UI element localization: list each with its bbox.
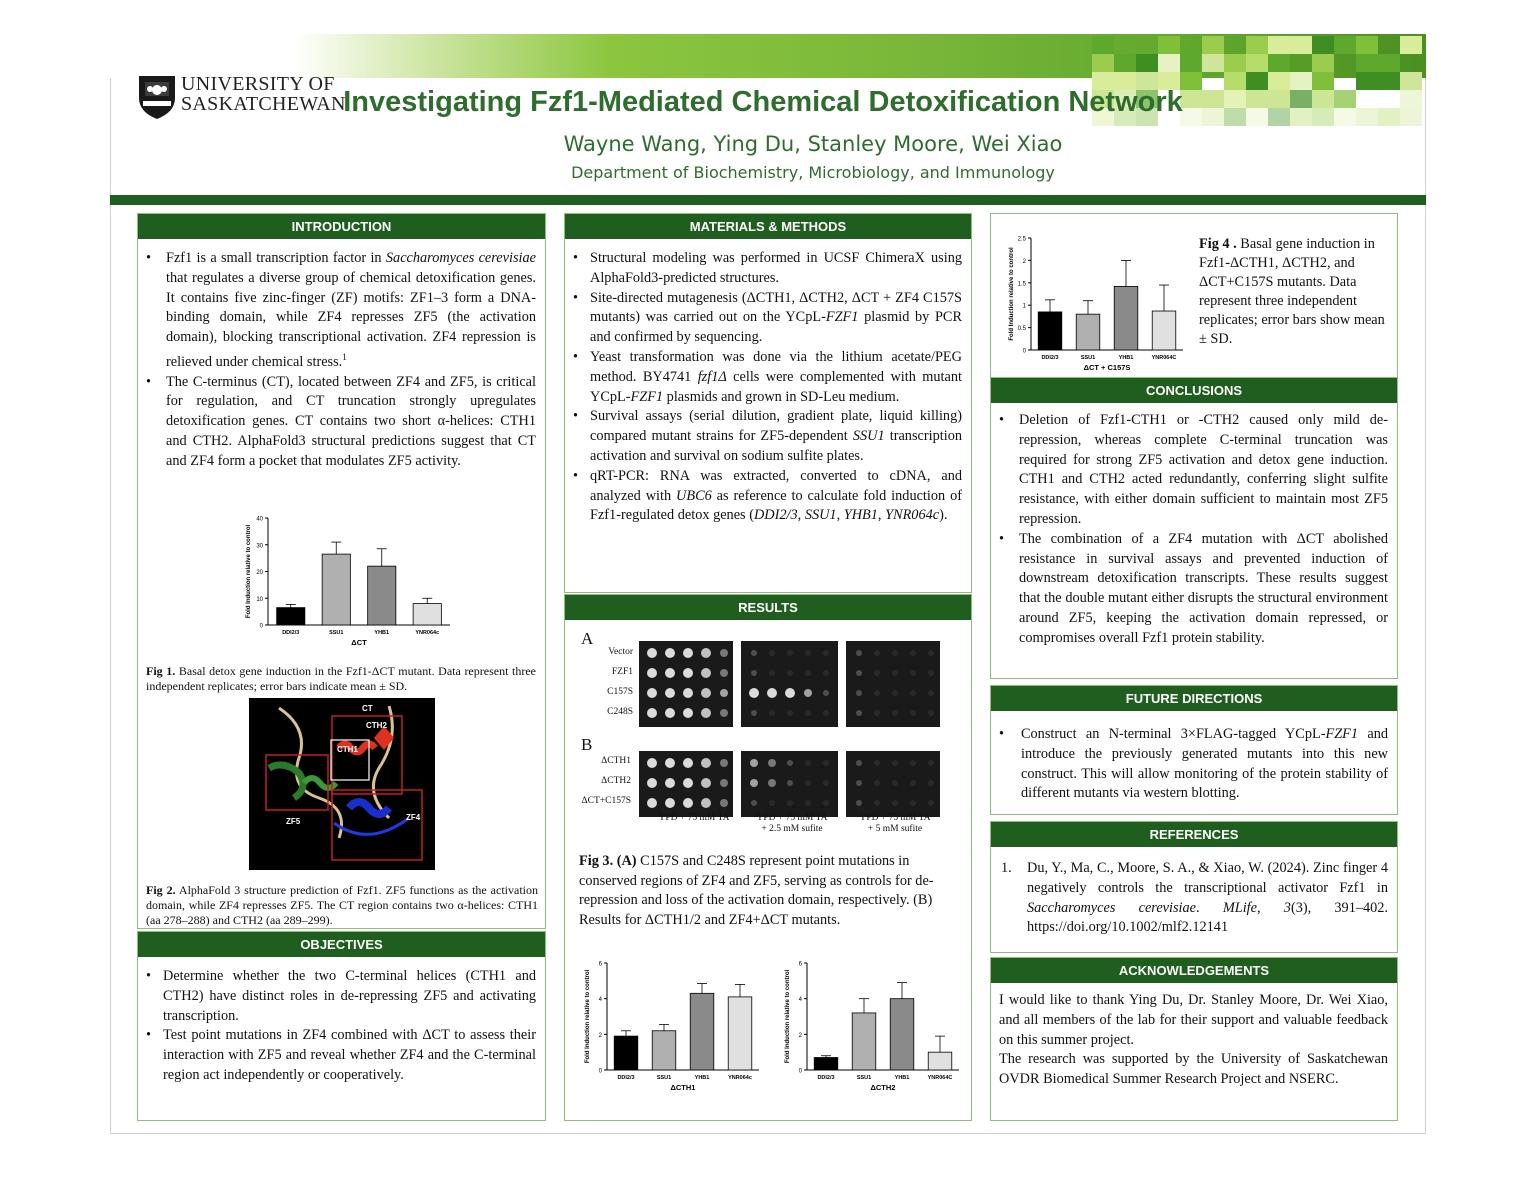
y-tick-label: 2 [798,1032,802,1039]
yeast-spot [823,670,829,676]
yeast-spot [892,800,898,806]
yeast-spot [787,650,793,656]
header-mosaic [1090,34,1426,134]
yeast-spot [647,688,657,698]
x-axis-label: ΔCT + C157S [1083,363,1131,372]
yeast-spot [665,778,675,788]
conclusions-heading: CONCLUSIONS [991,378,1397,403]
yeast-spot [892,710,898,716]
yeast-spot [787,780,793,786]
yeast-spot [768,779,776,787]
yeast-spot [892,650,898,656]
yeast-spot [720,689,728,697]
yeast-spot [856,760,862,766]
future-directions-section [990,685,1398,815]
plate2-label: YPD + 75 mM TA + 2.5 mM sufite [756,813,828,834]
yeast-spot [768,759,776,767]
methods-bullet-1: • Structural modeling was performed in UCSF ChimeraX using AlphaFold3-predicted structures. [565,249,962,289]
introduction-heading: INTRODUCTION [138,214,545,239]
yeast-spot [683,648,693,658]
yeast-spot [683,758,693,768]
x-tick-label: YHB1 [694,1075,710,1081]
strain-label: C248S [607,707,633,717]
yeast-spot [787,800,793,806]
yeast-spot [856,710,862,716]
yeast-spot [823,760,829,766]
yeast-spot [805,780,811,786]
yeast-spot [750,759,758,767]
zf4-label: ZF4 [406,813,421,822]
yeast-spot [647,758,657,768]
bar-YHB1 [890,999,914,1070]
x-tick-label: YHB1 [374,630,390,636]
bar-YHB1 [1114,286,1138,350]
fig4-bar-chart [1001,232,1191,382]
yeast-spot [767,688,777,698]
yeast-spot [720,759,728,767]
intro-bullet-1: • Fzf1 is a small transcription factor in Saccharomyces cerevisiae that regulates a diverse group of chemical detoxification genes. It contains five zinc-finger (ZF) motifs: ZF1–3 form a DNA-binding domain, while ZF4 represses ZF5 (the activation domain), blocking transcriptional activation. ZF4 repression is relieved under chemical stress.$^1$ [138,249,536,373]
yeast-spot [750,779,758,787]
y-tick-label: 0 [1022,348,1026,355]
yeast-spot [928,780,934,786]
bar-YNR064C [1152,311,1176,350]
yeast-spot [856,690,862,696]
strain-label: C157S [607,687,633,697]
yeast-spot [787,710,793,716]
objectives-section [137,931,546,1121]
y-tick-label: 30 [256,543,263,550]
yeast-spot [647,778,657,788]
methods-bullet-2: • Site-directed mutagenesis (ΔCTH1, ΔCTH2, ΔCT + ZF4 C157S mutants) was carried out on the YCpL-FZF1 plasmid by PCR and confirmed by sequencing. [565,289,962,348]
yeast-spot [928,670,934,676]
yeast-spot [805,800,811,806]
poster-authors: Wayne Wang, Ying Du, Stanley Moore, Wei Xiao [563,132,1063,156]
yeast-spot [683,778,693,788]
university-name-line2: SASKATCHEWAN [181,93,346,115]
acknowledgements-section [990,957,1398,1121]
yeast-spot [769,670,775,676]
conclusions-bullet-1: • Deletion of Fzf1-CTH1 or -CTH2 caused only mild de-repression, whereas complete C-terminal truncation was required for strong ZF5 activation and detox gene induction. CTH1 and CTH2 acted redundantly, conferring slight sulfite resistance, with either domain sufficient to maintain most ZF5 repression. [991,411,1388,530]
y-axis-label: Fold Induction relative to control [785,969,791,1064]
yeast-spot [683,688,693,698]
bar-YHB1 [690,993,714,1070]
yeast-spot [928,650,934,656]
yeast-spot [892,760,898,766]
acknowledgements-heading: ACKNOWLEDGEMENTS [991,958,1397,983]
y-tick-label: 0 [798,1068,802,1075]
references-section [990,821,1398,953]
cth1-label: CTH1 [337,745,358,754]
yeast-spot [823,690,829,696]
yeast-spot [751,650,757,656]
yeast-spot [647,668,657,678]
yeast-spot [874,710,880,716]
yeast-spot [701,778,711,788]
yeast-spot [928,690,934,696]
bar-YHB1 [368,566,396,625]
intro-bullet-2: • The C-terminus (CT), located between ZF4 and ZF5, is critical for regulation, and CT truncation strongly upregulates detoxification genes. CT contains two short α-helices: CTH1 and CTH2. AlphaFold3 structural predictions suggest that CT and ZF4 form a pocket that modulates ZF5 activity. [138,373,536,472]
plate1-label: YPD + 75 mM TA [658,813,730,823]
yeast-spot [823,710,829,716]
fig2-caption: Fig 2. AlphaFold 3 structure prediction of Fzf1. ZF5 functions as the activation domain, while ZF4 represses ZF5. The CT region contains two α-helices: CTH1 (aa 278–288) and CTH2 (aa 289–299). [146,883,538,927]
yeast-spot [683,798,693,808]
yeast-spot [701,798,711,808]
acknowledgements-paragraph-1: I would like to thank Ying Du, Dr. Stanley Moore, Dr. Wei Xiao, and all members of the lab for their support and valuable feedback on this summer project. [999,992,1388,1048]
yeast-spot [856,650,862,656]
x-tick-label: DDI2/3 [617,1075,635,1081]
y-tick-label: 20 [256,570,263,576]
y-tick-label: 2.5 [1017,236,1026,243]
yeast-spot [665,688,675,698]
bar-DDI2/3 [614,1036,638,1070]
conclusions-section [990,377,1398,679]
yeast-spot [769,800,775,806]
conclusions-bullet-2: • The combination of a ZF4 mutation with ΔCT abolished resistance in survival assays and prevented induction of downstream detoxification transcripts. These results suggest that the double mutant either disrupts the structural environment around ZF5, keeping the activation domain repressed, or compromises overall Fzf1 protein stability. [991,530,1388,649]
agar-plate [639,641,733,727]
yeast-spot [805,650,811,656]
zf5-label: ZF5 [286,817,301,826]
references-heading: REFERENCES [991,822,1397,847]
yeast-spot [751,800,757,806]
yeast-spot [647,648,657,658]
yeast-spot [823,780,829,786]
yeast-spot [928,800,934,806]
future-bullet-1: • Construct an N-terminal 3×FLAG-tagged YCpL-FZF1 and introduce the previously generated mutants into this new construct. This will allow monitoring of the protein stability of different mutants via western blotting. [991,725,1388,804]
yeast-spot [910,760,916,766]
bar-SSU1 [322,554,350,625]
yeast-spot [701,758,711,768]
fig4-caption: Fig 4 . Basal gene induction in Fzf1-ΔCTH1, ΔCTH2, and ΔCT+C157S mutants. Data represent three independent replicates; error bars show mean ± SD. [1199,236,1385,347]
bar-DDI2/3 [814,1058,838,1070]
bar-SSU1 [852,1013,876,1070]
agar-plate [846,751,940,817]
reference-1: 1. Du, Y., Ma, C., Moore, S. A., & Xiao, W. (2024). Zinc finger 4 negatively controls the transcriptional activator Fzf1 in Saccharomyces cerevisiae. MLife, 3(3), 391–402. https://doi.org/10.1002/mlf2.12141 [1001,860,1389,936]
yeast-spot [769,650,775,656]
yeast-spot [647,798,657,808]
yeast-spot [720,709,728,717]
plate3-label: YPD + 75 mM TA + 5 mM sufite [859,813,931,834]
objectives-bullet-2: • Test point mutations in ZF4 combined with ΔCT to assess their interaction with ZF5 and reveal whether ZF4 and the C-terminal region act independently or cooperatively. [138,1026,536,1085]
yeast-spot [856,670,862,676]
results-section [564,594,972,1121]
yeast-spot [720,669,728,677]
strain-label: ΔCTH2 [601,776,631,786]
bar-YNR064c [728,997,752,1070]
strain-label: ΔCT+C157S [581,796,631,806]
yeast-spot [910,690,916,696]
agar-plate [846,641,940,727]
bar-DDI2/3 [277,608,305,625]
y-tick-label: 0 [598,1068,602,1075]
yeast-spot [856,780,862,786]
agar-plate [639,751,733,817]
x-tick-label: DDI2/3 [1041,355,1059,361]
y-tick-label: 2 [598,1032,602,1039]
y-tick-label: 4 [798,997,802,1004]
yeast-spot [701,708,711,718]
y-tick-label: 6 [598,961,602,968]
yeast-spot [892,780,898,786]
objectives-heading: OBJECTIVES [138,932,545,957]
yeast-spot [720,799,728,807]
yeast-spot [701,688,711,698]
yeast-spot [892,670,898,676]
bar-SSU1 [652,1031,676,1070]
x-tick-label: YHB1 [894,1075,910,1081]
fig3-caption: Fig 3. (A) C157S and C248S represent point mutations in conserved regions of ZF4 and ZF5, serving as controls for de-repression and loss of the activation domain, respectively. (B) Results for ΔCTH1/2 and ZF4+ΔCT mutants. [579,853,934,928]
yeast-spot [805,710,811,716]
yeast-spot [701,668,711,678]
yeast-spot [910,650,916,656]
yeast-spot [787,670,793,676]
agar-plate [741,751,838,817]
university-name-line1: UNIVERSITY OF [181,73,335,95]
alphafold-structure-figure [249,698,435,870]
yeast-spot [665,708,675,718]
y-tick-label: 1.5 [1017,281,1026,288]
header-divider [110,195,1426,205]
objectives-bullet-1: • Determine whether the two C-terminal helices (CTH1 and CTH2) have distinct roles in de-repressing ZF5 and activating transcription. [138,967,536,1026]
bar-YNR064c [413,604,441,625]
yeast-spot [683,668,693,678]
ct-label: CT [362,704,373,713]
poster-title: Investigating Fzf1-Mediated Chemical Detoxification Network [343,86,1183,118]
acknowledgements-paragraph-2: The research was supported by the University of Saskatchewan OVDR Biomedical Summer Research Project and NSERC. [999,1051,1388,1088]
yeast-spot [910,780,916,786]
yeast-spot [805,670,811,676]
bar-YNR064C [928,1052,952,1070]
y-tick-label: 0 [259,623,263,630]
x-tick-label: YNR064c [728,1075,752,1081]
y-tick-label: 1 [1022,303,1026,310]
fig1-bar-chart [238,512,458,657]
yeast-spot [720,649,728,657]
yeast-spot [856,800,862,806]
x-tick-label: SSU1 [1080,355,1096,361]
y-axis-label: Fold Induction relative to control [246,524,252,619]
x-tick-label: DDI2/3 [817,1075,835,1081]
y-axis-label: Fold Induction relative to control [1009,247,1015,341]
yeast-spot [751,710,757,716]
yeast-spot [665,648,675,658]
yeast-spot [910,670,916,676]
agar-plate [741,641,838,727]
yeast-spot [665,758,675,768]
y-tick-label: 10 [256,596,263,603]
x-tick-label: YNR064C [1151,355,1177,361]
yeast-spot [665,798,675,808]
yeast-spot [910,800,916,806]
poster-department: Department of Biochemistry, Microbiology, and Immunology [571,163,1055,182]
yeast-spot [805,760,811,766]
x-tick-label: SSU1 [656,1075,672,1081]
yeast-spot [683,708,693,718]
x-tick-label: YHB1 [1118,355,1134,361]
y-tick-label: 6 [798,961,802,968]
methods-section [564,213,972,593]
yeast-spot [874,800,880,806]
y-tick-label: 0.5 [1017,326,1026,333]
bar-DDI2/3 [1038,312,1062,350]
methods-bullet-3: • Yeast transformation was done via the lithium acetate/PEG method. BY4741 fzf1Δ cells were complemented with mutant YCpL-FZF1 plasmids and grown in SD-Leu medium. [565,348,962,407]
strain-label: FZF1 [611,667,633,677]
yeast-spot [910,710,916,716]
yeast-spot [749,688,759,698]
yeast-spot [874,780,880,786]
x-axis-label: ΔCTH2 [870,1083,896,1092]
yeast-spot [928,760,934,766]
strain-label: ΔCTH1 [601,756,631,766]
methods-heading: MATERIALS & METHODS [565,214,971,239]
panel-b-label: B [581,735,593,754]
yeast-spot [804,689,812,697]
yeast-spot [823,800,829,806]
yeast-spot [874,690,880,696]
future-directions-heading: FUTURE DIRECTIONS [991,686,1397,711]
y-tick-label: 4 [598,997,602,1004]
x-tick-label: YNR064c [415,630,440,636]
x-tick-label: SSU1 [329,630,344,636]
strain-label: Vector [608,647,633,657]
y-tick-label: 40 [256,516,263,523]
yeast-spot [928,710,934,716]
y-axis-label: Fold Induction relative to control [585,969,591,1064]
x-axis-label: ΔCTH1 [670,1083,696,1092]
cth2-label: CTH2 [366,721,387,730]
yeast-spot [823,650,829,656]
x-axis-label: ΔCT [351,638,367,647]
yeast-spot [787,760,793,766]
yeast-spot [874,760,880,766]
yeast-spot [720,779,728,787]
cth2-bar-chart [777,957,967,1102]
yeast-spot [665,668,675,678]
yeast-spot [874,650,880,656]
fig4-section [990,213,1398,377]
cth1-bar-chart [577,957,767,1102]
yeast-spot [892,690,898,696]
yeast-spot [769,710,775,716]
methods-bullet-4: • Survival assays (serial dilution, gradient plate, liquid killing) compared mutant strains for ZF5-dependent SSU1 transcription activation and survival on sodium sulfite plates. [565,407,962,466]
yeast-spot [785,688,795,698]
introduction-section [137,213,546,929]
x-tick-label: DDI2/3 [282,630,300,636]
methods-bullet-5: • qRT-PCR: RNA was extracted, converted to cDNA, and analyzed with UBC6 as reference to calculate fold induction of Fzf1-regulated detox genes (DDI2/3, SSU1, YHB1, YNR064c). [565,467,962,526]
x-tick-label: YNR064C [927,1075,953,1081]
results-heading: RESULTS [565,595,971,620]
y-tick-label: 2 [1022,258,1026,265]
yeast-spot [751,670,757,676]
yeast-spot [701,648,711,658]
yeast-spot [874,670,880,676]
yeast-spot [647,708,657,718]
x-tick-label: SSU1 [856,1075,872,1081]
bar-SSU1 [1076,314,1100,350]
panel-a-label: A [581,629,594,648]
fig1-caption: Fig 1. Basal detox gene induction in the Fzf1-ΔCT mutant. Data represent three independent replicates; error bars indicate mean ± SD. [146,664,536,693]
